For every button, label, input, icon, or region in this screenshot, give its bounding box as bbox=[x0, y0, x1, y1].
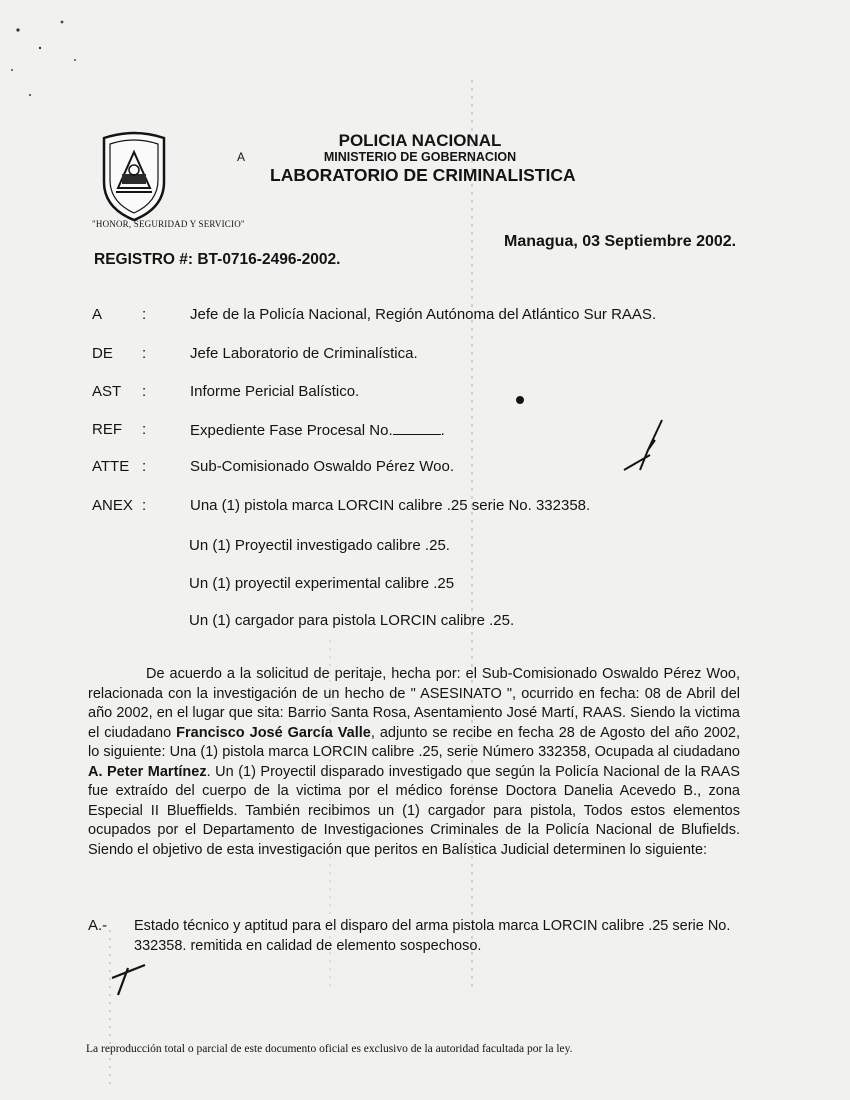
field-value: Sub-Comisionado Oswaldo Pérez Woo. bbox=[190, 458, 455, 475]
field-colon: : bbox=[142, 421, 147, 438]
field-label: ANEX bbox=[92, 497, 133, 514]
field-value: Expediente Fase Procesal No. . bbox=[190, 422, 445, 439]
field-colon: : bbox=[142, 458, 147, 475]
police-seal-logo bbox=[96, 130, 172, 222]
field-value-text: Expediente Fase Procesal No. bbox=[190, 422, 393, 439]
field-label: ATTE bbox=[92, 458, 130, 475]
header-lab: LABORATORIO DE CRIMINALISTICA bbox=[270, 165, 576, 185]
item-a-label: A.- bbox=[88, 917, 108, 934]
document-date: Managua, 03 Septiembre 2002. bbox=[504, 233, 737, 250]
person-name: Francisco José García Valle bbox=[176, 724, 371, 741]
body-text: De acuerdo a la solicitud de peritaje, hecha por: el Sub-Comisionado Oswaldo Pérez Woo, relacionada con la investigación de un hecho de " ASESINATO ", ocurrido en fecha: 08 de Abril del año 2002, en el lugar que sita: Barrio Santa Rosa, Asentamiento José Martí, RAAS. Siendo la victima el ciudadano bbox=[88, 666, 740, 741]
field-colon: : bbox=[142, 306, 147, 323]
field-colon: : bbox=[142, 497, 147, 514]
blank-line bbox=[393, 421, 441, 435]
registro-number: REGISTRO #: BT-0716-2496-2002. bbox=[94, 251, 341, 268]
item-a-text: Estado técnico y aptitud para el disparo del arma pistola marca LORCIN calibre .25 serie No. 332358. remitida en calidad de elemento sospechoso. bbox=[134, 918, 731, 954]
field-colon: : bbox=[142, 345, 147, 362]
field-label: A bbox=[92, 306, 103, 323]
seal-motto: "HONOR, SEGURIDAD Y SERVICIO" bbox=[92, 219, 245, 229]
person-name: A. Peter Martínez bbox=[88, 763, 207, 780]
field-value: Informe Pericial Balístico. bbox=[190, 383, 360, 400]
field-value: Una (1) pistola marca LORCIN calibre .25 serie No. 332358. bbox=[190, 497, 591, 514]
anex-item: Un (1) proyectil experimental calibre .25 bbox=[189, 575, 455, 592]
body-text: . Un (1) Proyectil disparado investigado que según la Policía Nacional de la RAAS fue extraído del cuerpo de la victima por el médico forense Doctora Danelia Acevedo B., zona Especial II Blueffields. También recibimos un (1) cargador para pistola, Todos estos elementos ocupados por el Departamento de Investigaciones Criminales de la Policía Nacional de Blufields. Siendo el objetivo de esta investigación que peritos en Balística Judicial determinen lo siguiente: bbox=[88, 763, 740, 858]
anex-item: Un (1) Proyectil investigado calibre .25. bbox=[189, 537, 450, 554]
field-label: REF bbox=[92, 421, 122, 438]
footer-disclaimer: La reproducción total o parcial de este documento oficial es exclusivo de la autoridad facultada por la ley. bbox=[86, 1043, 573, 1055]
header-title: POLICIA NACIONAL bbox=[338, 131, 502, 150]
body-paragraph bbox=[88, 665, 740, 860]
field-label: AST bbox=[92, 383, 122, 400]
stray-mark: A bbox=[237, 150, 246, 164]
field-value: Jefe Laboratorio de Criminalística. bbox=[190, 345, 418, 362]
field-value: Jefe de la Policía Nacional, Región Autónoma del Atlántico Sur RAAS. bbox=[190, 306, 657, 323]
body-text: , adjunto se recibe en fecha 28 de Agosto del año 2002, lo siguiente: Una (1) pistola marca LORCIN calibre .25, serie Número 332358, Ocupada al ciudadano bbox=[88, 724, 741, 760]
header-ministry: MINISTERIO DE GOBERNACION bbox=[323, 150, 517, 164]
field-label: DE bbox=[92, 345, 113, 362]
field-colon: : bbox=[142, 383, 147, 400]
anex-item: Un (1) cargador para pistola LORCIN calibre .25. bbox=[189, 612, 515, 629]
